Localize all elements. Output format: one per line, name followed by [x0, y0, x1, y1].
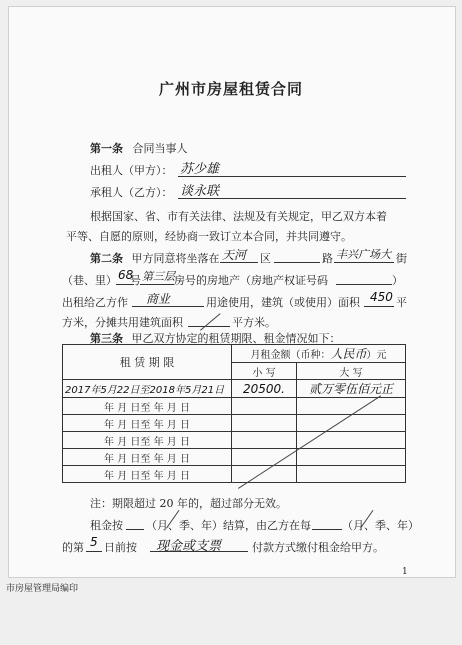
- payment-text-a: 租金按: [90, 519, 123, 532]
- article-1: [90, 140, 188, 156]
- rent-big-cell: [297, 415, 406, 432]
- rent-big-cell: [297, 466, 406, 483]
- lessee-underline: [178, 198, 406, 199]
- lessor-underline: [178, 176, 406, 177]
- lease-use-text: 出租给乙方作: [62, 296, 128, 309]
- payment-text-b: （月、季、年）结算，由乙方在每: [146, 519, 311, 532]
- lessor-label: 出租人（甲方）：: [90, 164, 173, 177]
- certificate-close: ）: [392, 274, 403, 287]
- shared-area-unit: 平方米。: [232, 316, 276, 329]
- lessee-label: 承租人（乙方）：: [90, 186, 173, 199]
- period-cell: 年 月 日至 年 月 日: [63, 432, 232, 449]
- rent-small-cell: [232, 466, 297, 483]
- table-row: [63, 449, 406, 466]
- period-header: 租 赁 期 限: [63, 345, 232, 380]
- rent-big-cell: 贰万零伍佰元正: [297, 380, 406, 398]
- lessee-name: 谈永联: [180, 184, 220, 199]
- method-underline: [150, 551, 248, 552]
- big-header: 大 写: [297, 363, 406, 380]
- period-start: 2017年5月22日至: [65, 385, 150, 396]
- area-text: 用途使用，建筑（或使用）面积: [206, 296, 360, 309]
- district-suffix: 区: [260, 252, 271, 265]
- table-row: [63, 415, 406, 432]
- rent-small-cell: [232, 398, 297, 415]
- rent-header-unit: ）元: [366, 350, 387, 361]
- area-value: 450: [370, 290, 393, 304]
- rent-big-cell: [297, 398, 406, 415]
- house-number: 68: [118, 268, 134, 282]
- lessor-name: 苏少雄: [180, 162, 220, 177]
- rent-header-text: 月租金额（币种：: [250, 350, 331, 361]
- certificate-text: 房号的房地产（房地产权证号码: [174, 274, 328, 287]
- publisher-footer: 市房屋管理局编印: [6, 584, 79, 594]
- certificate-underline: [336, 284, 392, 285]
- payment-method: 现金或支票: [156, 539, 222, 554]
- payment-text-f: 付款方式缴付租金给甲方。: [252, 541, 384, 554]
- article-1-heading: 第一条: [90, 142, 123, 155]
- rent-big-cell: [297, 449, 406, 466]
- floor-value: 第三层: [142, 270, 175, 283]
- use-value: 商业: [146, 292, 171, 306]
- street-suffix: 街: [396, 252, 407, 265]
- payment-text-d: 的第: [62, 541, 84, 554]
- road-underline: [334, 262, 394, 263]
- small-header: 小 写: [232, 363, 297, 380]
- table-row: [63, 380, 406, 398]
- period-cell: [63, 380, 232, 398]
- article-3-heading: 第三条: [90, 332, 123, 345]
- article-1-para-line-2: 平等、自愿的原则，经协商一致订立本合同，并共同遵守。: [66, 230, 352, 243]
- period-cell: 年 月 日至 年 月 日: [63, 415, 232, 432]
- rent-small-cell: [232, 415, 297, 432]
- payment-day: 5: [90, 535, 98, 549]
- rent-small-cell: [232, 432, 297, 449]
- district-underline: [220, 262, 258, 263]
- table-row: [63, 432, 406, 449]
- article-1-para-line-1: 根据国家、省、市有关法律、法规及有关规定，甲乙双方本着: [90, 210, 387, 223]
- settle-underline: [126, 529, 144, 530]
- lane-text: （巷、里）: [62, 274, 117, 287]
- period-cell: 年 月 日至 年 月 日: [63, 449, 232, 466]
- shared-area-text: 方米，分摊共用建筑面积: [62, 316, 183, 329]
- area-unit: 平: [396, 296, 407, 309]
- road-suffix: 路: [322, 252, 333, 265]
- period-cell: 年 月 日至 年 月 日: [63, 466, 232, 483]
- use-underline: [132, 306, 204, 307]
- table-row: [63, 466, 406, 483]
- payment-text-e: 日前按: [104, 541, 137, 554]
- payment-text-c: （月、季、年）: [342, 519, 419, 532]
- article-2-text-a: 甲方同意将坐落在: [131, 252, 220, 265]
- day-underline: [86, 551, 102, 552]
- page-number: 1: [402, 567, 408, 577]
- area-underline: [364, 306, 394, 307]
- district-value: 天河: [222, 248, 247, 262]
- each-underline: [312, 529, 342, 530]
- article-2-heading: 第二条: [90, 252, 123, 265]
- currency-value: 人民币: [330, 347, 367, 361]
- road-value: 丰兴广场大: [336, 248, 391, 261]
- road-blank-underline: [274, 262, 320, 263]
- period-cell: 年 月 日至 年 月 日: [63, 398, 232, 415]
- document-title: 广州市房屋租赁合同: [158, 80, 303, 98]
- period-end: 2018年5月21日: [149, 385, 225, 396]
- article-2-line-1: [90, 250, 220, 266]
- shared-area-underline: [188, 326, 230, 327]
- table-header-row: [63, 345, 406, 363]
- article-1-text: 合同当事人: [132, 142, 188, 155]
- term-note: 注：期限超过 20 年的，超过部分无效。: [90, 497, 287, 510]
- rent-small-cell: 20500.: [232, 380, 297, 398]
- floor-underline: [140, 284, 174, 285]
- article-3-text: 甲乙双方协定的租赁期限、租金情况如下：: [131, 332, 341, 345]
- house-number-suffix: 号: [130, 274, 141, 287]
- rent-header: [232, 345, 406, 363]
